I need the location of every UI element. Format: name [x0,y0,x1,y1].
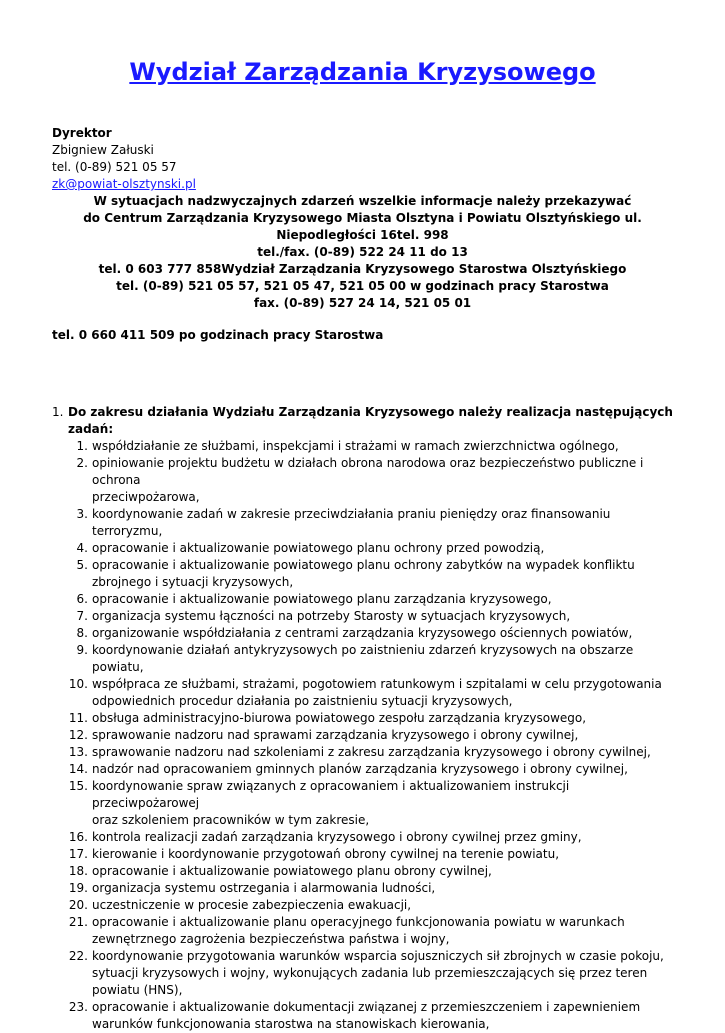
notice-line-6: tel. (0-89) 521 05 57, 521 05 47, 521 05 00 w godzinach pracy Starostwa [116,279,609,293]
scope-list [52,404,673,1033]
task-item [68,455,673,506]
scope-heading [68,404,673,438]
emergency-notice [52,193,673,312]
task-number: 12. [68,728,88,742]
task-item [68,540,673,557]
notice-line-2: do Centrum Zarządzania Kryzysowego Miasta Olsztyna i Powiatu Olsztyńskiego ul. [83,211,642,225]
task-number: 6. [76,592,88,606]
task-text-line: zbrojnego i sytuacji kryzysowych, [92,575,294,589]
task-number: 19. [68,881,88,895]
task-text-line: kierowanie i koordynowanie przygotowań obrony cywilnej na terenie powiatu, [92,847,560,861]
task-text-line: organizowanie współdziałania z centrami zarządzania kryzysowego ościennych powiatów, [92,626,633,640]
spacer [52,312,673,327]
task-text-line: zewnętrznego zagrożenia bezpieczeństwa państwa i wojny, [92,932,450,946]
notice-line-4: tel./fax. (0-89) 522 24 11 do 13 [257,245,468,259]
task-text-line: nadzór nad opracowaniem gminnych planów zarządzania kryzysowego i obrony cywilnej, [92,762,628,776]
task-text-line: sprawowanie nadzoru nad sprawami zarządzania kryzysowego i obrony cywilnej, [92,728,579,742]
contact-block [52,125,673,193]
contact-role: Dyrektor [52,126,112,140]
task-number: 20. [68,898,88,912]
task-number: 4. [76,541,88,555]
task-text-line: opiniowanie projektu budżetu w działach obrona narodowa oraz bezpieczeństwo publiczne i ochrona [92,456,644,487]
task-text-line: koordynowanie działań antykryzysowych po zaistnieniu zdarzeń kryzysowych na obszarze powiatu, [92,643,634,674]
task-text-line: opracowanie i aktualizowanie powiatowego planu obrony cywilnej, [92,864,492,878]
page-title [52,0,673,88]
task-item [68,744,673,761]
task-number: 15. [68,779,88,793]
notice-line-5: tel. 0 603 777 858Wydział Zarządzania Kryzysowego Starostwa Olsztyńskiego [98,262,627,276]
contact-phone: tel. (0-89) 521 05 57 [52,160,177,174]
after-hours-phone: tel. 0 660 411 509 po godzinach pracy Starostwa [52,328,384,342]
task-text-line: opracowanie i aktualizowanie powiatowego planu zarządzania kryzysowego, [92,592,552,606]
task-text-line: opracowanie i aktualizowanie powiatowego planu ochrony przed powodzią, [92,541,545,555]
task-text-line: kontrola realizacji zadań zarządzania kryzysowego i obrony cywilnej przez gminy, [92,830,582,844]
scope-section [52,404,673,1033]
task-number: 8. [76,626,88,640]
task-number: 17. [68,847,88,861]
task-number: 13. [68,745,88,759]
task-text-line: współdziałanie ze służbami, inspekcjami i strażami w ramach zwierzchnictwa ogólnego, [92,439,619,453]
task-text-line: koordynowanie zadań w zakresie przeciwdziałania praniu pieniędzy oraz finansowaniu terroryzmu, [92,507,611,538]
task-number: 21. [68,915,88,929]
task-item [68,897,673,914]
task-number: 22. [68,949,88,963]
scope-heading-line-2: zadań: [68,422,114,436]
task-item [68,625,673,642]
task-item [68,727,673,744]
task-item [68,829,673,846]
task-text-line: koordynowanie spraw związanych z opracowaniem i aktualizowaniem instrukcji przeciwpożarowej [92,779,570,810]
task-item [68,948,673,999]
task-number: 1. [76,439,88,453]
task-item [68,557,673,591]
task-item [68,863,673,880]
task-item [68,999,673,1033]
contact-email-link[interactable]: zk@powiat-olsztynski.pl [52,177,196,191]
task-number: 3. [76,507,88,521]
task-text-line: organizacja systemu ostrzegania i alarmowania ludności, [92,881,436,895]
task-text-line: współpraca ze służbami, strażami, pogotowiem ratunkowym i szpitalami w celu przygotowania [92,677,662,691]
notice-line-7: fax. (0-89) 527 24 14, 521 05 01 [253,296,472,310]
task-item [68,914,673,948]
task-number: 14. [68,762,88,776]
page-title-link[interactable]: Wydział Zarządzania Kryzysowego [129,58,596,86]
task-text-line: sprawowanie nadzoru nad szkoleniami z zakresu zarządzania kryzysowego i obrony cywilnej, [92,745,651,759]
task-number: 2. [76,456,88,470]
task-item [68,846,673,863]
task-item [68,591,673,608]
task-number: 11. [68,711,88,725]
task-list [68,438,673,1033]
task-item [68,710,673,727]
task-number: 7. [76,609,88,623]
task-item [68,642,673,676]
task-text-line: organizacja systemu łączności na potrzeby Starosty w sytuacjach kryzysowych, [92,609,571,623]
task-text-line: sytuacji kryzysowych i wojny, wykonujących zadania lub przemieszczających się przez teren [92,966,648,980]
task-text-line: koordynowanie przygotowania warunków wsparcia sojuszniczych sił zbrojnych w czasie pokoju, [92,949,664,963]
task-item [68,608,673,625]
task-text-line: uczestniczenie w procesie zabezpieczenia ewakuacji, [92,898,412,912]
task-item [68,506,673,540]
task-text-line: odpowiednich procedur działania po zaistnieniu sytuacji kryzysowych, [92,694,513,708]
task-text-line: opracowanie i aktualizowanie dokumentacji związanej z przemieszczeniem i zapewnieniem [92,1000,641,1014]
task-number: 23. [68,1000,88,1014]
task-item [68,880,673,897]
task-number: 10. [68,677,88,691]
task-text-line: opracowanie i aktualizowanie powiatowego planu ochrony zabytków na wypadek konfliktu [92,558,635,572]
task-item [68,676,673,710]
task-text-line: oraz szkoleniem pracowników w tym zakresie, [92,813,370,827]
task-number: 18. [68,864,88,878]
notice-line-1: W sytuacjach nadzwyczajnych zdarzeń wszelkie informacje należy przekazywać [93,194,632,208]
task-text-line: przeciwpożarowa, [92,490,200,504]
task-text-line: obsługa administracyjno-biurowa powiatowego zespołu zarządzania kryzysowego, [92,711,587,725]
task-text-line: warunków funkcjonowania starostwa na stanowiskach kierowania, [92,1017,490,1031]
contact-name: Zbigniew Załuski [52,143,154,157]
task-item [68,761,673,778]
scope-number: 1. [52,405,64,419]
scope-heading-line-1: Do zakresu działania Wydziału Zarządzania Kryzysowego należy realizacja następujących [68,405,673,419]
task-text-line: powiatu (HNS), [92,983,183,997]
task-number: 16. [68,830,88,844]
notice-line-3: Niepodległości 16tel. 998 [276,228,449,242]
task-text-line: opracowanie i aktualizowanie planu operacyjnego funkcjonowania powiatu w warunkach [92,915,625,929]
task-item [68,778,673,829]
task-number: 5. [76,558,88,572]
task-number: 9. [76,643,88,657]
task-item [68,438,673,455]
